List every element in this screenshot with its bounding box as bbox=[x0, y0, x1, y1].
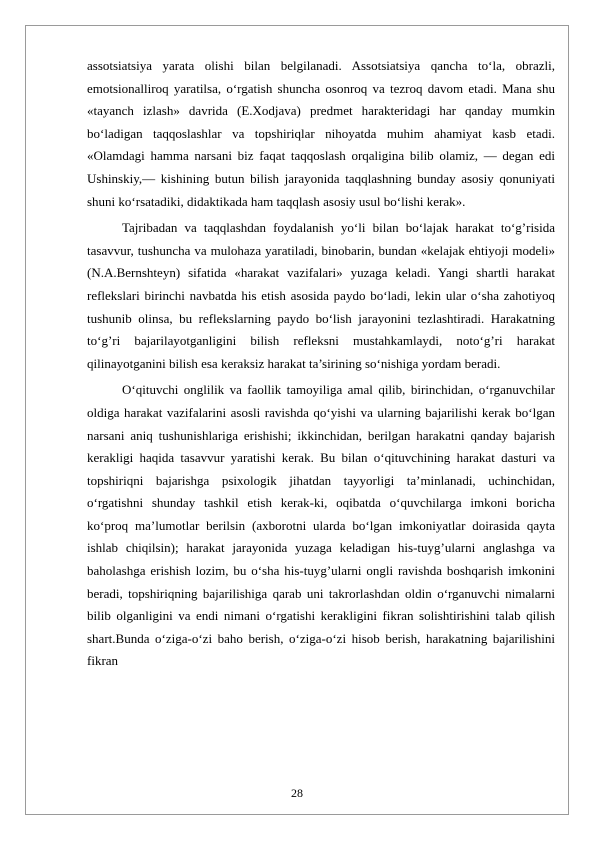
page-number: 28 bbox=[291, 786, 303, 800]
document-page bbox=[25, 25, 569, 815]
paragraph: Tajribadan va taqqlashdan foydalanish yo‘li bilan bo‘lajak harakat to‘g’risida tasavvur, tushuncha va mulohaza yaratiladi, binobarin, bundan «kelajak ehtiyoji modeli» (N.A.Bernshteyn) sifatida «harakat vazifalari» yuzaga keladi. Yangi shartli harakat reflekslari birinchi navbatda his etish asosida paydo bo‘ladi, lekin ular o‘sha zahotiyoq tushunib olinsa, bu reflekslarning paydo bo‘lish jarayonini tezlashtiradi. Harakatning to‘g’ri bajarilayotganligini bilish refleksni mustahkamlaydi, noto‘g’ri harakat qilinayotganini bilish esa keraksiz harakat ta’sirining so‘nishiga yordam beradi. bbox=[87, 220, 555, 371]
paragraph-continued: assotsiatsiya yarata olishi bilan belgilanadi. Assotsiatsiya qancha to‘la, obrazli, emotsionalliroq yaratilsa, o‘rgatish shuncha osonroq va tezroq davom etadi. Mana shu «tayanch izlash» davrida (E.Xodjava) predmet harakteridagi har qanday mumkin bo‘ladigan taqqoslashlar va topshiriqlar nihoyatda muhim ahamiyat kasb etadi. «Olamdagi hamma narsani biz faqat taqqoslash orqaligina bilib olamiz, — degan edi Ushinskiy,— kishining butun bilish jarayonida taqqlashning bunday asosiy qonuniyati shuni ko‘rsatadiki, didaktikada ham taqqlash asosiy usul bo‘lishi kerak». bbox=[87, 58, 555, 209]
page-text bbox=[87, 55, 555, 673]
paragraph: O‘qituvchi onglilik va faollik tamoyiliga amal qilib, birinchidan, o‘rganuvchilar oldiga harakat vazifalarini asosli ravishda qo‘yishi va ularning bajarilishi kerak bo‘lgan narsani aniq tushunishlariga erishishi; ikkinchidan, berilgan harakatni qanday bajarish kerakligi haqida tasavvur yaratishi kerak. Bu bilan o‘qituvchining harakat dasturi va topshiriqni bajarishga psixologik jihatdan tayyorligi ta’minlanadi, uchinchidan, o‘rgatishni shunday tashkil etish kerak-ki, oqibatda o‘quvchilarga imkoni boricha ko‘proq ma’lumotlar berilsin (axborotni ularda bo‘lgan imkoniyatlar doirasida qayta ishlab chiqilsin); harakat jarayonida yuzaga keladigan his-tuyg’ularni anglashga va baholashga erishish lozim, bu o‘sha his-tuyg’ularni ongli ravishda boshqarish imkonini beradi, topshiriqning bajarilishiga qarab uni takrorlashdan oldin o‘rganuvchi nimalarni bilib olganligini va endi nimani o‘rgatishi kerakligini fikran solishtirishini talab qilish shart.Bunda o‘ziga-o‘zi baho berish, o‘ziga-o‘zi hisob berish, harakatning bajarilishini fikran bbox=[87, 382, 555, 669]
